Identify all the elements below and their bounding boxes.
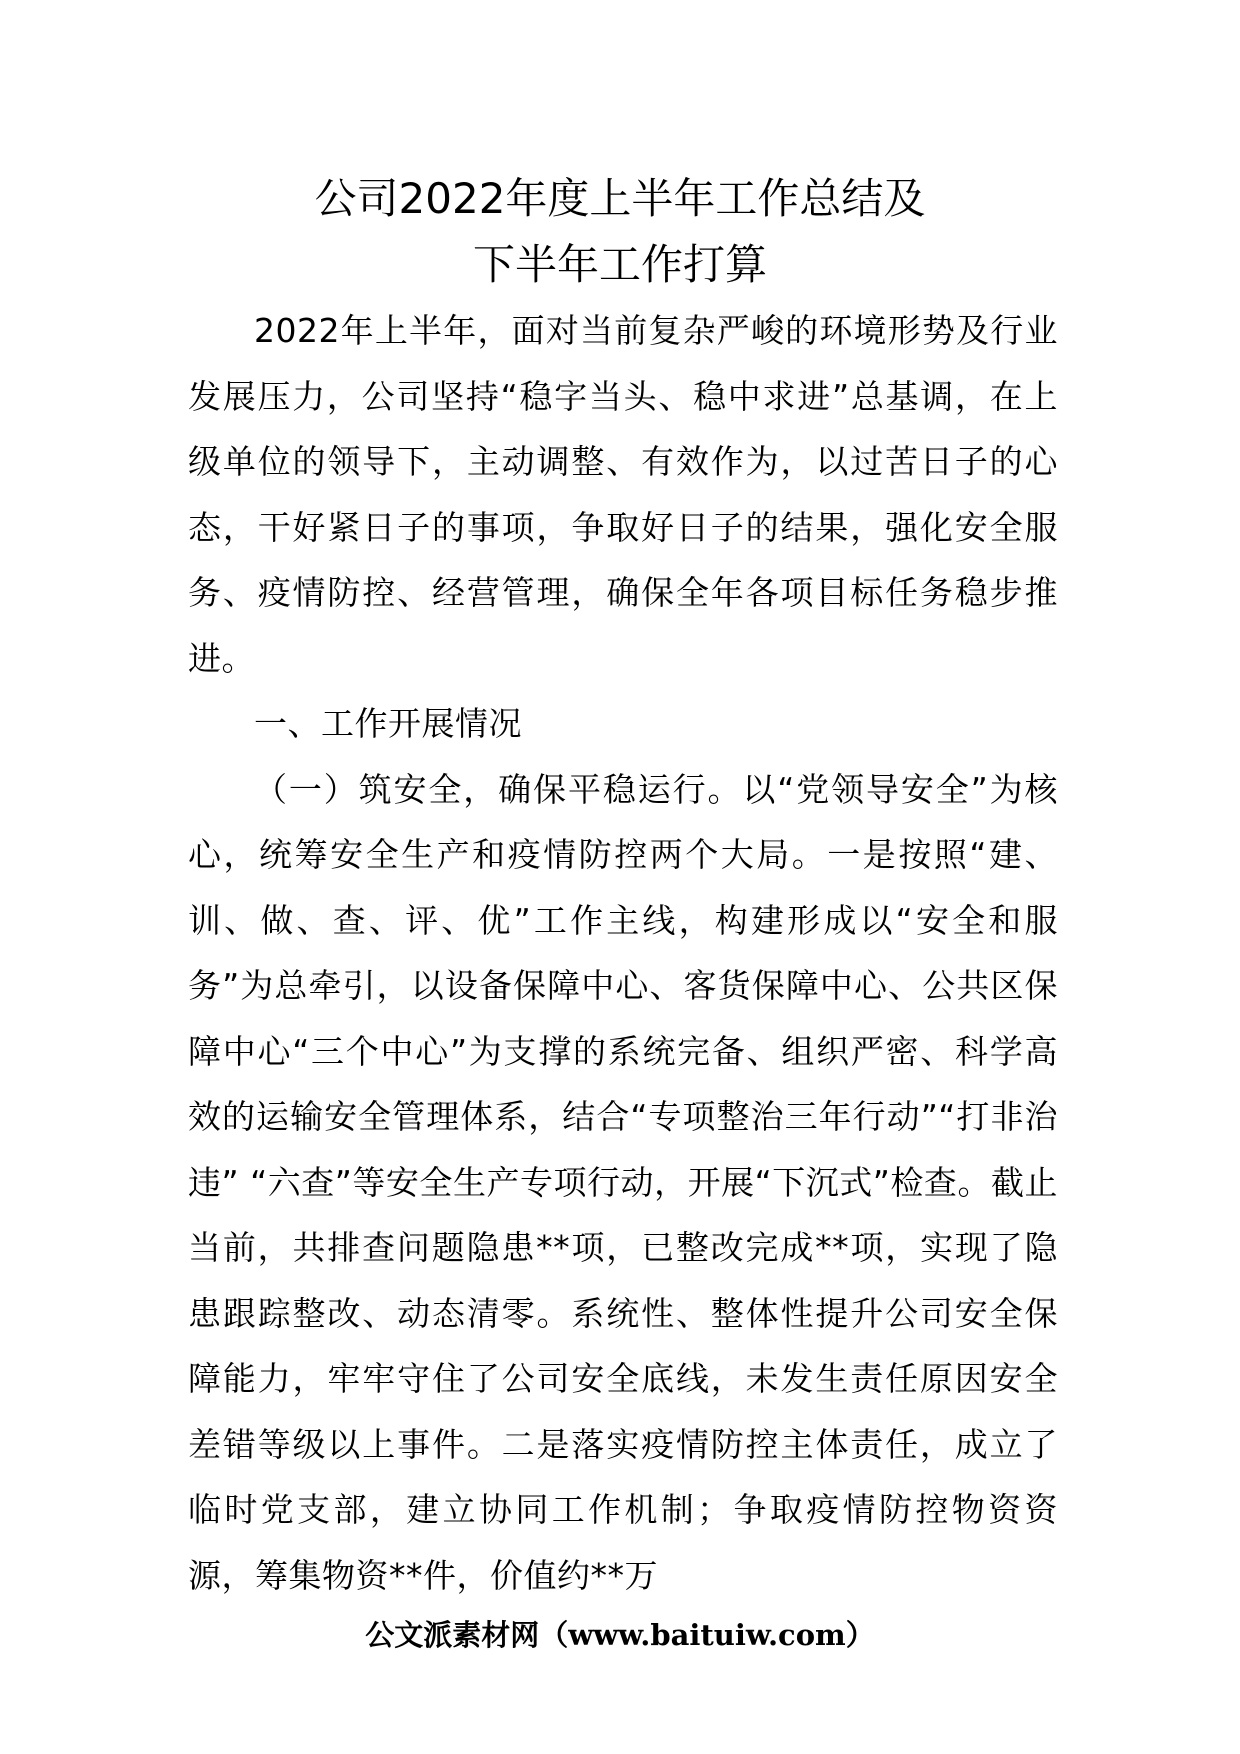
document-title-line1: 公司2022年度上半年工作总结及 [314, 174, 926, 223]
document-title-line2: 下半年工作打算 [472, 240, 767, 289]
document-body [188, 298, 1058, 1608]
paragraph-section-1: （一）筑安全，确保平稳运行。以“党领导安全”为核心，统筹安全生产和疫情防控两个大局。一是按照“建、训、做、查、评、优”工作主线，构建形成以“安全和服务”为总牵引，以设备保障中心、客货保障中心、公共区保障中心“三个中心”为支撑的系统完备、组织严密、科学高效的运输安全管理体系，结合“专项整治三年行动”“打非治违” “六查”等安全生产专项行动，开展“下沉式”检查。截止当前，共排查问题隐患**项，已整改完成**项，实现了隐患跟踪整改、动态清零。系统性、整体性提升公司安全保障能力，牢牢守住了公司安全底线，未发生责任原因安全差错等级以上事件。二是落实疫情防控主体责任，成立了临时党支部，建立协同工作机制；争取疫情防控物资资源，筹集物资**件，价值约**万 [188, 769, 1058, 1595]
section-heading: 一、工作开展情况 [254, 704, 522, 743]
footer-watermark: 公文派素材网（www.baituiw.com） [365, 1618, 875, 1652]
paragraph-intro: 2022年上半年，面对当前复杂严峻的环境形势及行业发展压力，公司坚持“稳字当头、稳中求进”总基调，在上级单位的领导下，主动调整、有效作为，以过苦日子的心态，干好紧日子的事项，争取好日子的结果，强化安全服务、疫情防控、经营管理，确保全年各项目标任务稳步推进。 [188, 311, 1058, 678]
